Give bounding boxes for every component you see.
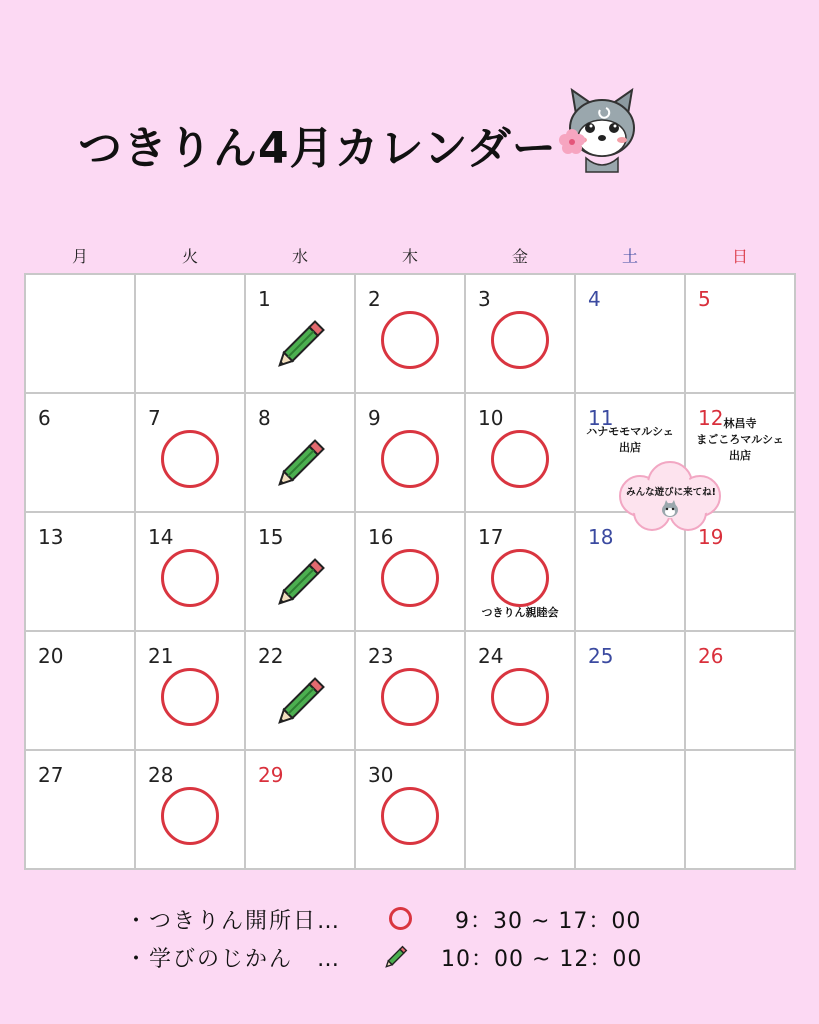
calendar-cell-empty bbox=[576, 751, 686, 870]
open-day-circle-icon bbox=[381, 787, 439, 845]
weekday-sat: 土 bbox=[621, 247, 638, 266]
open-day-circle-icon bbox=[381, 549, 439, 607]
calendar-cell-day-21 bbox=[136, 632, 246, 751]
calendar-cell-day-9 bbox=[356, 394, 466, 513]
calendar-cell-day-16 bbox=[356, 513, 466, 632]
day-number: 8 bbox=[258, 406, 271, 430]
day-number: 11 bbox=[588, 406, 614, 430]
calendar-cell-day-25 bbox=[576, 632, 686, 751]
event-note-social: つきりん親睦会 bbox=[481, 606, 559, 619]
day-number: 29 bbox=[258, 763, 284, 787]
day-number: 1 bbox=[258, 287, 271, 311]
day-number: 21 bbox=[148, 644, 174, 668]
legend-circle-icon bbox=[389, 907, 412, 930]
weekday-fri: 金 bbox=[511, 247, 528, 266]
day-number: 16 bbox=[368, 525, 394, 549]
day-number: 5 bbox=[698, 287, 711, 311]
pencil-icon bbox=[268, 426, 338, 496]
day-number: 14 bbox=[148, 525, 174, 549]
day-number: 18 bbox=[588, 525, 614, 549]
calendar-cell-day-6 bbox=[26, 394, 136, 513]
day-number: 2 bbox=[368, 287, 381, 311]
weekday-mon: 月 bbox=[71, 247, 88, 266]
day-number: 4 bbox=[588, 287, 601, 311]
open-day-circle-icon bbox=[381, 311, 439, 369]
legend-study-label: ・学びのじかん … bbox=[125, 947, 342, 972]
calendar-cell-day-22 bbox=[246, 632, 356, 751]
day-number: 19 bbox=[698, 525, 724, 549]
open-day-circle-icon bbox=[161, 787, 219, 845]
day-number: 10 bbox=[478, 406, 504, 430]
calendar-cell-day-28 bbox=[136, 751, 246, 870]
day-number: 17 bbox=[478, 525, 504, 549]
day-number: 13 bbox=[38, 525, 64, 549]
day-number: 28 bbox=[148, 763, 174, 787]
pencil-icon bbox=[268, 307, 338, 377]
calendar-cell-day-3 bbox=[466, 275, 576, 394]
open-day-circle-icon bbox=[381, 668, 439, 726]
day-number: 7 bbox=[148, 406, 161, 430]
wolf-mascot-icon bbox=[556, 84, 648, 176]
calendar-cell-day-13 bbox=[26, 513, 136, 632]
calendar-cell-day-5 bbox=[686, 275, 796, 394]
day-number: 30 bbox=[368, 763, 394, 787]
open-day-circle-icon bbox=[491, 311, 549, 369]
day-number: 9 bbox=[368, 406, 381, 430]
calendar-cell-day-7 bbox=[136, 394, 246, 513]
calendar-cell-day-1 bbox=[246, 275, 356, 394]
open-day-circle-icon bbox=[491, 549, 549, 607]
open-day-circle-icon bbox=[161, 430, 219, 488]
day-number: 22 bbox=[258, 644, 284, 668]
calendar-cell-day-17 bbox=[466, 513, 576, 632]
event-note-rinshoji: 林昌寺 まごころマルシェ 出店 bbox=[696, 417, 784, 462]
page-title: つきりん4月カレンダー bbox=[78, 123, 557, 174]
calendar-cell-day-10 bbox=[466, 394, 576, 513]
open-day-circle-icon bbox=[161, 668, 219, 726]
day-number: 6 bbox=[38, 406, 51, 430]
day-number: 20 bbox=[38, 644, 64, 668]
calendar-cell-day-4 bbox=[576, 275, 686, 394]
calendar-cell-day-15 bbox=[246, 513, 356, 632]
day-number: 26 bbox=[698, 644, 724, 668]
calendar-grid bbox=[24, 273, 796, 870]
weekday-thu: 木 bbox=[401, 247, 418, 266]
day-number: 3 bbox=[478, 287, 491, 311]
open-day-circle-icon bbox=[161, 549, 219, 607]
open-day-circle-icon bbox=[491, 668, 549, 726]
day-number: 25 bbox=[588, 644, 614, 668]
open-day-circle-icon bbox=[491, 430, 549, 488]
calendar-cell-day-29 bbox=[246, 751, 356, 870]
calendar-cell-empty bbox=[26, 275, 136, 394]
calendar-cell-day-8 bbox=[246, 394, 356, 513]
calendar-cell-empty bbox=[466, 751, 576, 870]
event-note-hanamomo: ハナモモマルシェ 出店 bbox=[586, 425, 674, 454]
calendar-cell-day-30 bbox=[356, 751, 466, 870]
pencil-icon bbox=[268, 545, 338, 615]
day-number: 12 bbox=[698, 406, 724, 430]
calendar-cell-day-24 bbox=[466, 632, 576, 751]
calendar-cell-empty bbox=[686, 751, 796, 870]
calendar-cell-day-20 bbox=[26, 632, 136, 751]
weekday-sun: 日 bbox=[731, 247, 748, 266]
calendar-cell-day-23 bbox=[356, 632, 466, 751]
pencil-icon bbox=[268, 664, 338, 734]
weekday-tue: 火 bbox=[181, 247, 198, 266]
day-number: 23 bbox=[368, 644, 394, 668]
weekday-wed: 水 bbox=[291, 247, 308, 266]
calendar-cell-day-26 bbox=[686, 632, 796, 751]
calendar-cell-day-2 bbox=[356, 275, 466, 394]
legend-open-label: ・つきりん開所日… bbox=[125, 909, 342, 934]
day-number: 15 bbox=[258, 525, 284, 549]
weekday-header bbox=[25, 244, 795, 272]
open-day-circle-icon bbox=[381, 430, 439, 488]
legend-study-time: 10：00 ~ 12：00 bbox=[441, 947, 643, 972]
calendar-cell-day-14 bbox=[136, 513, 246, 632]
speech-cloud-icon bbox=[612, 458, 728, 538]
calendar-cell-empty bbox=[136, 275, 246, 394]
day-number: 27 bbox=[38, 763, 64, 787]
day-number: 24 bbox=[478, 644, 504, 668]
cloud-message: みんな遊びに来てね! bbox=[626, 487, 716, 498]
legend-open-time: 9：30 ~ 17：00 bbox=[455, 909, 642, 934]
calendar-cell-day-27 bbox=[26, 751, 136, 870]
legend-pencil-icon bbox=[381, 940, 413, 972]
